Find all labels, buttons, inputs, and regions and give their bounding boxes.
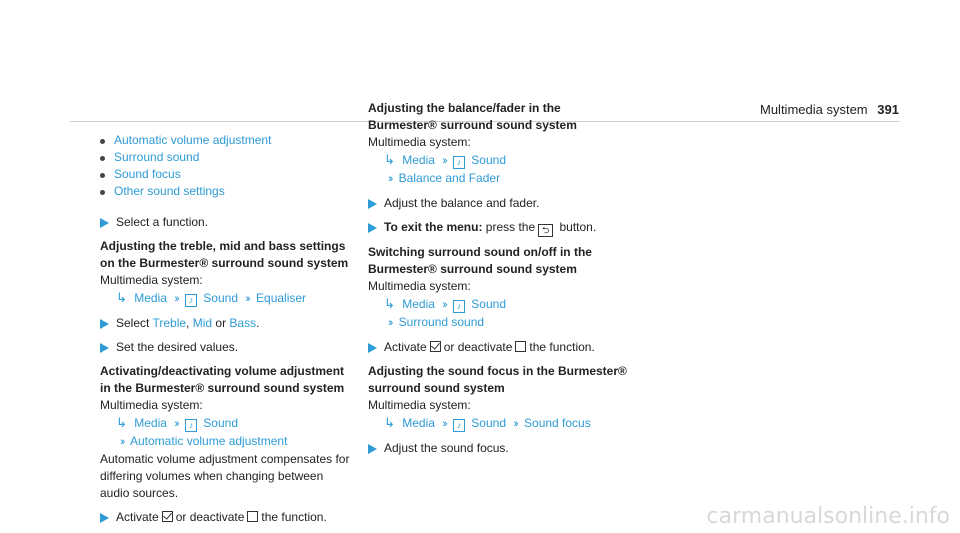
back-button-icon: ⮌ [538,224,553,237]
step: Select Treble, Mid or Bass. [100,315,355,332]
step-arrow-icon [100,513,109,523]
menu-path: ↳ Media ›› ♪ Sound ›› Equaliser [116,290,307,305]
music-note-icon: ♪ [453,156,465,169]
right-column: Adjusting the balance/fader in the Burmester® surround sound system Multimedia system: ↳ Media ›› ♪ Sound ›› Balance and Fader Adjust the balance and fader. To exit the menu: press the ⮌ button. Switching surround sound on/off in the Burmester® surround sound system Multimedia system: ↳ Media ›› ♪ Sound ›› Surround sound Activate or deactivate the function. Adjusting the sound focus in the Burmester® surround sound system Multimedia system: ↳ Media ›› ♪ Sound ›› Sound focus Adjust the sound focus. [368,101,627,455]
music-note-icon: ♪ [453,300,465,313]
path-separator-icon: ›› [513,418,517,430]
page-header [760,102,899,117]
page-number: 391 [877,102,899,117]
path-separator-icon: ›› [442,155,446,167]
path-separator-icon: ›› [174,418,178,430]
watermark: carmanualsonline.info [706,504,950,529]
music-note-icon: ♪ [185,294,197,307]
checkbox-checked-icon [162,511,173,522]
step: Set the desired values. [100,339,355,356]
path-arrow-icon: ↳ [116,290,127,305]
step: Adjust the balance and fader. [368,195,628,212]
path-separator-icon: ›› [245,293,249,305]
step-arrow-icon [368,343,377,353]
step: Activate or deactivate the function. [100,509,355,526]
list-item[interactable]: Automatic volume adjustment [100,132,355,149]
section-heading: Activating/deactivating volume adjustment in the Burmester® surround sound system [100,364,345,395]
section-heading: Adjusting the balance/fader in the Burmester® surround sound system [368,101,577,132]
path-separator-icon: ›› [388,173,392,185]
step: Adjust the sound focus. [368,440,628,457]
path-arrow-icon: ↳ [384,152,395,167]
list-item[interactable]: Other sound settings [100,183,355,200]
step-arrow-icon [368,199,377,209]
path-separator-icon: ›› [388,317,392,329]
menu-path: ↳ Media ›› ♪ Sound ›› Surround sound [384,296,506,329]
step: Activate or deactivate the function. [368,339,628,356]
list-item[interactable]: Sound focus [100,166,355,183]
list-item[interactable]: Surround sound [100,149,355,166]
menu-path: ↳ Media ›› ♪ Sound ›› Balance and Fader [384,152,506,185]
step-arrow-icon [100,319,109,329]
section-heading: Switching surround sound on/off in the Burmester® surround sound system [368,245,592,276]
step-arrow-icon [100,343,109,353]
step: Select a function. [100,214,355,231]
left-column: Automatic volume adjustment Surround sound Sound focus Other sound settings Select a function. Adjusting the treble, mid and bass settings on the Burmester® surround sound system Multimedia system: ↳ Media ›› ♪ Sound ›› Equaliser Select Treble, Mid or Bass. Set the desired values. Activating/deactivating volume adjustment in the Burmester® surround sound system Multimedia system: ↳ Media ›› ♪ Sound ›› Automatic volume adjustment Automatic volume adjustment compensates for differing volumes when changing between audio sources. Activate or deactivate the function. [100,132,355,533]
step-arrow-icon [368,223,377,233]
path-arrow-icon: ↳ [116,415,127,430]
checkbox-empty-icon [247,511,258,522]
step: To exit the menu: press the ⮌ button. [368,219,628,237]
description: Automatic volume adjustment compensates for differing volumes when changing between audio sources. [100,452,350,500]
menu-path: ↳ Media ›› ♪ Sound ›› Sound focus [384,415,591,430]
menu-path: ↳ Media ›› ♪ Sound ›› Automatic volume adjustment [116,415,288,448]
path-separator-icon: ›› [174,293,178,305]
path-arrow-icon: ↳ [384,415,395,430]
path-separator-icon: ›› [120,436,124,448]
path-arrow-icon: ↳ [384,296,395,311]
section-title: Multimedia system [760,102,868,117]
step-arrow-icon [368,444,377,454]
step-arrow-icon [100,218,109,228]
section-heading: Adjusting the sound focus in the Burmester® surround sound system [368,364,627,395]
section-heading: Adjusting the treble, mid and bass settings on the Burmester® surround sound system [100,239,349,270]
path-separator-icon: ›› [442,418,446,430]
function-list [100,132,355,200]
music-note-icon: ♪ [453,419,465,432]
checkbox-empty-icon [515,341,526,352]
music-note-icon: ♪ [185,419,197,432]
checkbox-checked-icon [430,341,441,352]
path-separator-icon: ›› [442,299,446,311]
